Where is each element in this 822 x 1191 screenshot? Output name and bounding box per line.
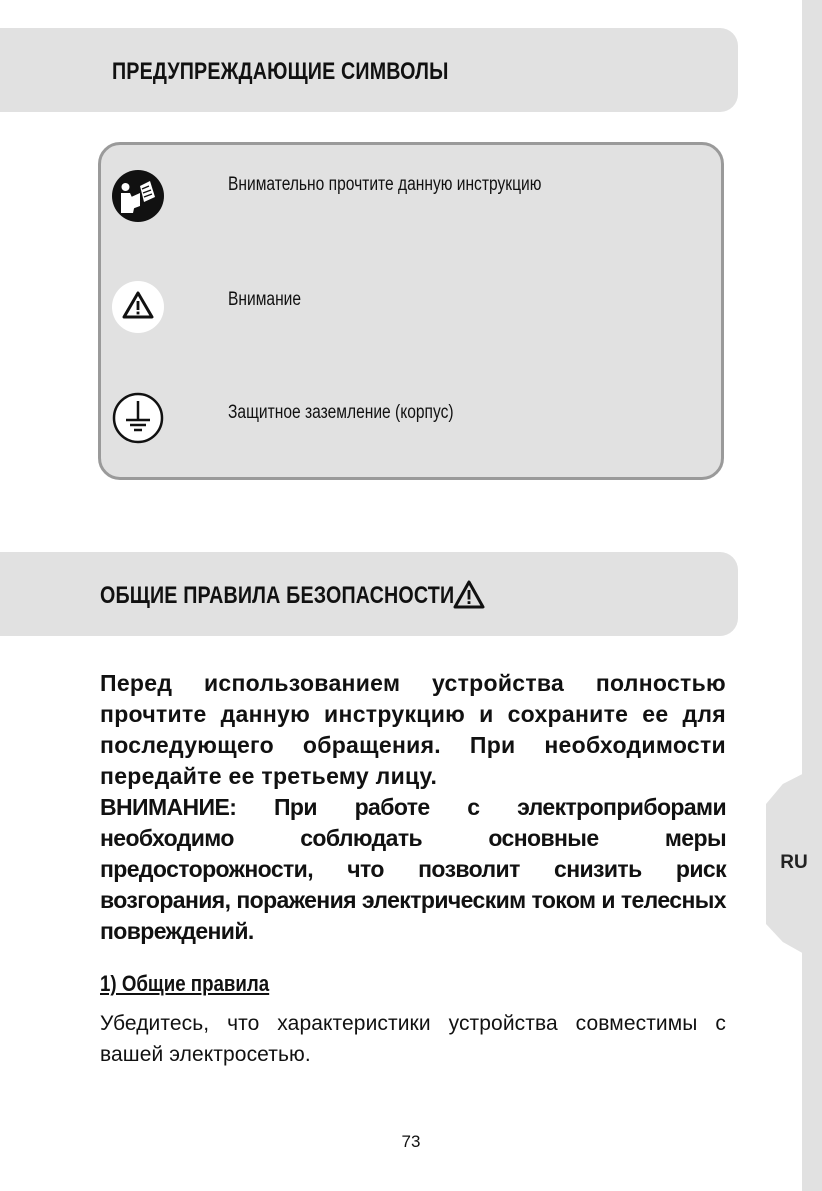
symbol-text-protective-earth: Защитное заземление (корпус) [228,402,454,423]
warning-paragraph: ВНИМАНИЕ: При работе с электроприборами необходимо соблюдать основные меры предосторожности, что позволит снизить риск возгорания, поражения электрическим током и телесных повреждений. [100,794,726,944]
warning-symbols-banner [0,28,738,112]
safety-intro [100,668,726,947]
safety-rules-title: ОБЩИЕ ПРАВИЛА БЕЗОПАСНОСТИ [100,582,455,609]
language-tab-label: RU [780,852,808,873]
warning-icon [452,579,486,611]
warning-icon [111,280,165,334]
page-number: 73 [401,1132,421,1151]
general-rules-paragraph: Убедитесь, что характеристики устройства совместимы с вашей электросетью. [100,1012,726,1066]
general-rules-heading: 1) Общие правила [100,971,270,996]
symbols-box [98,142,724,480]
right-margin-strip [802,0,822,1191]
general-rules-text [100,1008,726,1070]
safety-rules-banner [0,552,738,636]
intro-paragraph: Перед использованием устройства полностью прочтите данную инструкцию и сохраните ее для последующего обращения. При необходимости передайте ее третьему лицу. [100,670,726,789]
warning-symbols-title: ПРЕДУПРЕЖДАЮЩИЕ СИМВОЛЫ [112,58,449,85]
read-manual-icon [111,169,165,223]
protective-earth-icon [111,391,165,445]
symbol-text-warning: Внимание [228,289,302,310]
symbol-text-read-manual: Внимательно прочтите данную инструкцию [228,174,542,195]
